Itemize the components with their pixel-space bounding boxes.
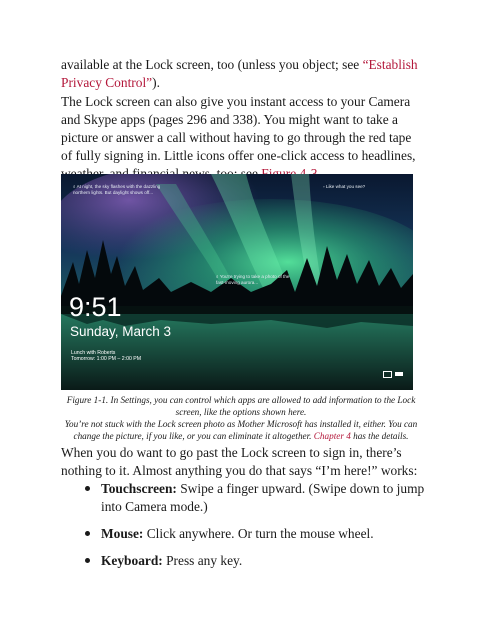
paragraph-2-text: The Lock screen can also give you instant access to your Camera and Skype apps (pages 296 and 338). You might want to take a picture or answer a call without having to go through the red tape of fully signing in. Little icons offer one-click access to headlines, bbox=[61, 94, 416, 163]
camera-info-icon: ▫ bbox=[323, 184, 326, 189]
list-item-keyboard bbox=[85, 552, 425, 570]
tip-right-text: Like what you see? bbox=[325, 184, 366, 189]
paragraph-3: When you do want to go past the Lock screen to sign in, there’s nothing to it. Almost anything you do that says “I’m here!” works: bbox=[61, 445, 418, 478]
paragraph-1-text: available at the Lock screen, too (unless you object; see bbox=[61, 57, 363, 72]
list-term: Keyboard: bbox=[101, 553, 163, 568]
tip-center-text: You're trying to take a photo of the fast-moving aurora... bbox=[216, 274, 290, 285]
list-term: Touchscreen: bbox=[101, 481, 177, 496]
lock-screen-tip-left[interactable] bbox=[73, 184, 163, 195]
list-text: Swipe a finger upward. (Swipe down to jump into Camera mode.) bbox=[101, 481, 425, 514]
paragraph-1 bbox=[61, 56, 421, 92]
list-item-mouse bbox=[85, 525, 425, 543]
caption-end: has the details. bbox=[350, 431, 409, 441]
list-item-touchscreen bbox=[85, 480, 425, 516]
list-text: Press any key. bbox=[162, 553, 243, 568]
lock-screen-tip-right[interactable] bbox=[323, 184, 403, 190]
paragraph-1-end: ). bbox=[152, 75, 160, 90]
calendar-event-time: Tomorrow: 1:00 PM – 2:00 PM bbox=[71, 356, 142, 362]
figure-caption bbox=[61, 394, 421, 442]
sign-in-methods-list bbox=[85, 480, 425, 579]
paragraph-2 bbox=[61, 93, 421, 183]
caption-line-1: Figure 1-1. In Settings, you can control which apps are allowed to add information to the Lock screen, like the options shown here. bbox=[66, 395, 416, 417]
chapter-4-link[interactable]: Chapter 4 bbox=[313, 431, 351, 441]
calendar-event-title: Lunch with Roberts bbox=[71, 350, 116, 356]
tip-left-text: At night, the sky flashes with the dazzling northern lights. But daylight shows off... bbox=[73, 184, 161, 195]
lock-screen-tip-center[interactable] bbox=[216, 274, 296, 285]
lock-screen-figure bbox=[61, 174, 413, 390]
battery-icon bbox=[395, 372, 403, 376]
list-text: Click anywhere. Or turn the mouse wheel. bbox=[143, 526, 374, 541]
info-icon: ⌕ bbox=[73, 184, 77, 189]
hotspot-icon: ⌕ bbox=[216, 274, 220, 279]
caption-line-2: You’re not stuck with the Lock screen photo as Mother Microsoft has installed it, either. You can change the picture, if you like, or you can eliminate it altogether. bbox=[64, 419, 418, 441]
lock-screen-date: Sunday, March 3 bbox=[70, 324, 172, 339]
establish-privacy-control-link[interactable]: “Establish Privacy Control” bbox=[61, 57, 418, 90]
list-term: Mouse: bbox=[101, 526, 144, 541]
lock-screen-time: 9:51 bbox=[69, 292, 122, 322]
network-icon bbox=[383, 371, 392, 378]
